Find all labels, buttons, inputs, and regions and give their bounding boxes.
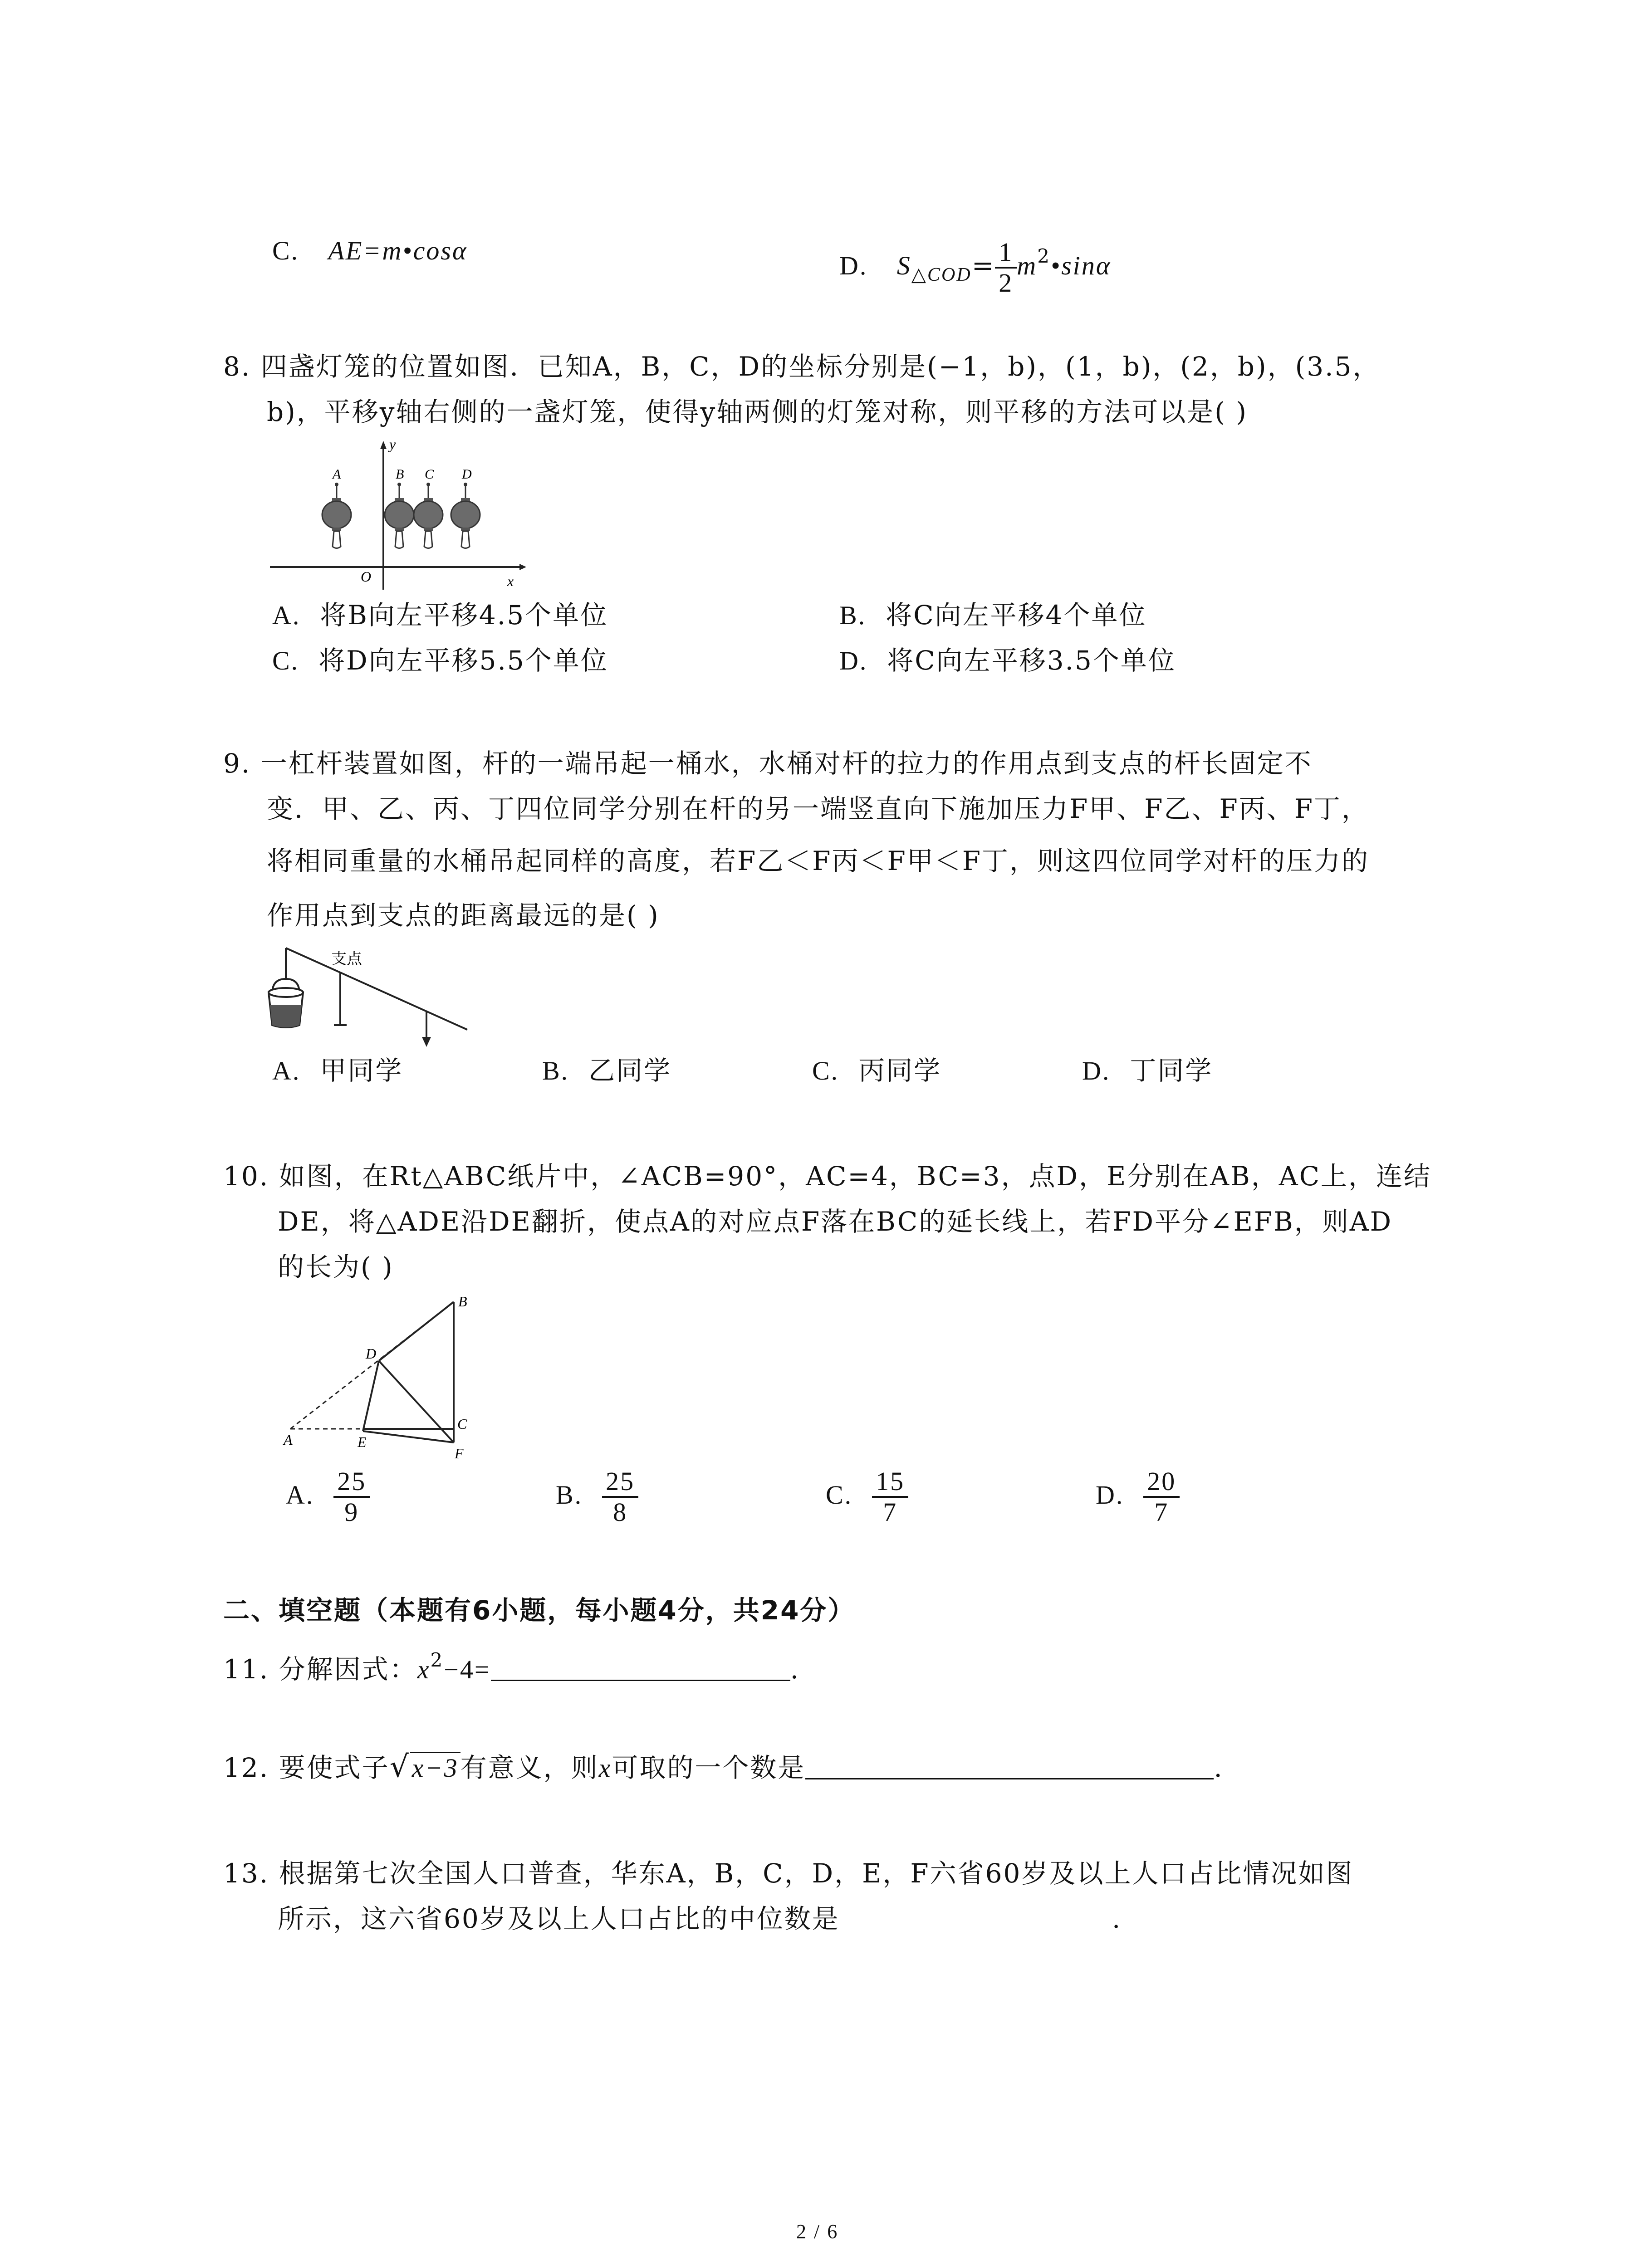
option-label: C. (272, 646, 299, 675)
option-label: C. (812, 1056, 839, 1085)
q13-line2 (278, 1901, 1122, 1937)
q12 (223, 1749, 1224, 1786)
option-label: D. (1096, 1480, 1124, 1510)
frac-num: 1 (995, 238, 1017, 269)
lever-bar (286, 948, 467, 1030)
lantern-b (385, 483, 414, 548)
q10-option-d (1096, 1463, 1180, 1527)
option-label: B. (556, 1480, 583, 1510)
option-label: D. (839, 251, 868, 280)
q10-triangle-figure (277, 1293, 485, 1465)
frac-den: 7 (1154, 1497, 1169, 1527)
x-axis-arrow (519, 564, 526, 570)
segment-db (379, 1302, 454, 1361)
q9-lever-figure (254, 939, 472, 1052)
segment-df (379, 1361, 454, 1442)
fulcrum-label: 支点 (331, 951, 362, 968)
option-label: A. (286, 1480, 314, 1510)
q12-radicand: x−3 (410, 1752, 460, 1783)
x-axis-label: x (507, 573, 514, 589)
option-label: B. (839, 601, 867, 630)
q11-sup: 2 (430, 1649, 444, 1671)
q12-x: x (598, 1753, 612, 1783)
option-text: 丁同学 (1130, 1055, 1213, 1086)
frac-den: 7 (883, 1497, 898, 1527)
q13-end: . (1112, 1903, 1122, 1934)
q7-optd-sub: △COD (911, 264, 972, 285)
option-text: 丙同学 (858, 1055, 942, 1086)
q9-line4: 作用点到支点的距离最远的是( ) (267, 900, 660, 931)
option-label: D. (839, 646, 868, 675)
option-fraction (602, 1467, 638, 1527)
option-text: 将D向左平移5.5个单位 (318, 645, 608, 676)
option-label: B. (542, 1056, 569, 1085)
point-label-b: B (458, 1293, 467, 1310)
bucket-water (270, 1005, 302, 1027)
option-label: A. (272, 1056, 301, 1085)
section-heading: 二、填空题（本题有6小题，每小题4分，共24分） (223, 1595, 856, 1626)
q8-lantern-figure (268, 435, 531, 599)
option-label: D. (1082, 1056, 1111, 1085)
page-number: 2 / 6 (796, 2220, 839, 2243)
frac-den: 2 (999, 268, 1014, 298)
option-text: 乙同学 (588, 1055, 672, 1086)
frac-num: 25 (333, 1467, 370, 1498)
q9-line3: 将相同重量的水桶吊起同样的高度，若F乙＜F丙＜F甲＜F丁，则这四位同学对杆的压力的 (267, 846, 1369, 876)
q9-line2: 变．甲、乙、丙、丁四位同学分别在杆的另一端竖直向下施加压力F甲、F乙、F丙、F丁， (267, 793, 1369, 824)
q12-rest: 可取的一个数是 (612, 1752, 806, 1783)
frac-num: 20 (1143, 1467, 1180, 1498)
q13-line2-text: 所示，这六省60岁及以上人口占比的中位数是 (278, 1903, 840, 1934)
q7-optc-expr: =m•cosα (363, 236, 468, 265)
sqrt-sign: √ (389, 1749, 410, 1784)
q11 (223, 1642, 800, 1688)
q7-optc-ae: AE (328, 236, 363, 265)
lantern-a (322, 483, 351, 548)
q9-option-b (542, 1052, 671, 1089)
lantern-d (451, 483, 480, 548)
q11-end: . (790, 1654, 800, 1685)
q10-option-c (826, 1463, 908, 1527)
q12-answer-blank[interactable] (805, 1753, 1214, 1779)
bucket-rim (269, 988, 303, 997)
option-fraction (872, 1467, 908, 1527)
lantern-label-d: D (462, 467, 472, 482)
q10-line3: 的长为( ) (278, 1251, 394, 1282)
option-text: 将C向左平移4个单位 (886, 600, 1147, 631)
y-axis-label: y (389, 436, 396, 452)
q12-mid: 有意义，则 (460, 1752, 599, 1783)
option-text: 将C向左平移3.5个单位 (887, 645, 1176, 676)
origin-label: O (361, 568, 372, 585)
q7-option-d (839, 229, 1111, 302)
q12-prefix: 12. 要使式子 (223, 1752, 390, 1783)
option-label: C. (826, 1480, 853, 1510)
option-label: C. (272, 236, 299, 265)
force-arrowhead (422, 1037, 431, 1047)
q8-option-a (272, 597, 608, 634)
q8-option-d (839, 642, 1176, 679)
lantern-label-b: B (396, 467, 404, 482)
y-axis-arrow (380, 441, 387, 449)
q9-option-d (1082, 1052, 1213, 1089)
segment-ef (363, 1431, 454, 1442)
option-text: 将B向左平移4.5个单位 (320, 600, 608, 631)
point-label-d: D (366, 1345, 377, 1362)
q10-option-b (556, 1463, 638, 1527)
option-fraction (333, 1467, 370, 1527)
lantern-label-a: A (333, 467, 341, 482)
q10-line2: DE，将△ADE沿DE翻折，使点A的对应点F落在BC的延长线上，若FD平分∠EFB，则AD (278, 1206, 1393, 1237)
q9-line1: 9. 一杠杆装置如图，杆的一端吊起一桶水，水桶对杆的拉力的作用点到支点的杆长固定不 (223, 748, 1313, 779)
q13-answer-blank[interactable] (840, 1905, 1112, 1931)
q8-option-b (839, 597, 1146, 634)
q7-optd-s: S (896, 251, 911, 280)
q11-prefix: 11. 分解因式： (223, 1654, 417, 1685)
q12-end: . (1214, 1752, 1224, 1783)
point-label-e: E (358, 1434, 367, 1450)
frac-den: 8 (613, 1497, 628, 1527)
q7-optd-fraction (995, 238, 1017, 298)
point-label-c: C (457, 1416, 467, 1432)
q11-answer-blank[interactable] (491, 1654, 790, 1681)
option-label: A. (272, 601, 301, 630)
q8-line2: b)，平移y轴右侧的一盏灯笼，使得y轴两侧的灯笼对称，则平移的方法可以是( ) (267, 396, 1248, 427)
lantern-c (414, 483, 443, 548)
q7-optd-m: m (1017, 251, 1038, 280)
q9-option-c (812, 1052, 941, 1089)
q8-line1: 8. 四盏灯笼的位置如图．已知A，B，C，D的坐标分别是(−1，b)，(1，b)，(2，b)，(3.5， (223, 351, 1381, 382)
option-text: 甲同学 (320, 1055, 403, 1086)
point-label-a: A (284, 1432, 293, 1448)
q7-optd-sup: 2 (1037, 245, 1051, 267)
q13-line1: 13. 根据第七次全国人口普查，华东A，B，C，D，E，F六省60岁及以上人口占比情况如图 (223, 1858, 1354, 1889)
point-label-f: F (455, 1445, 464, 1461)
q11-x: x (417, 1655, 431, 1684)
q10-line1: 10. 如图，在Rt△ABC纸片中，∠ACB=90°，AC=4，BC=3，点D，E分别在AB，AC上，连结 (223, 1161, 1432, 1192)
q7-optd-rest: •sinα (1050, 251, 1112, 280)
frac-den: 9 (344, 1497, 359, 1527)
lantern-label-c: C (425, 467, 434, 482)
q8-option-c (272, 642, 608, 679)
segment-de (363, 1361, 379, 1431)
q7-optd-eq: = (971, 250, 995, 281)
q7-option-c (272, 232, 467, 269)
frac-num: 25 (602, 1467, 638, 1498)
q9-option-a (272, 1052, 403, 1089)
q11-rest: −4= (444, 1655, 491, 1684)
option-fraction (1143, 1467, 1180, 1527)
frac-num: 15 (872, 1467, 908, 1498)
q10-option-a (286, 1463, 370, 1527)
